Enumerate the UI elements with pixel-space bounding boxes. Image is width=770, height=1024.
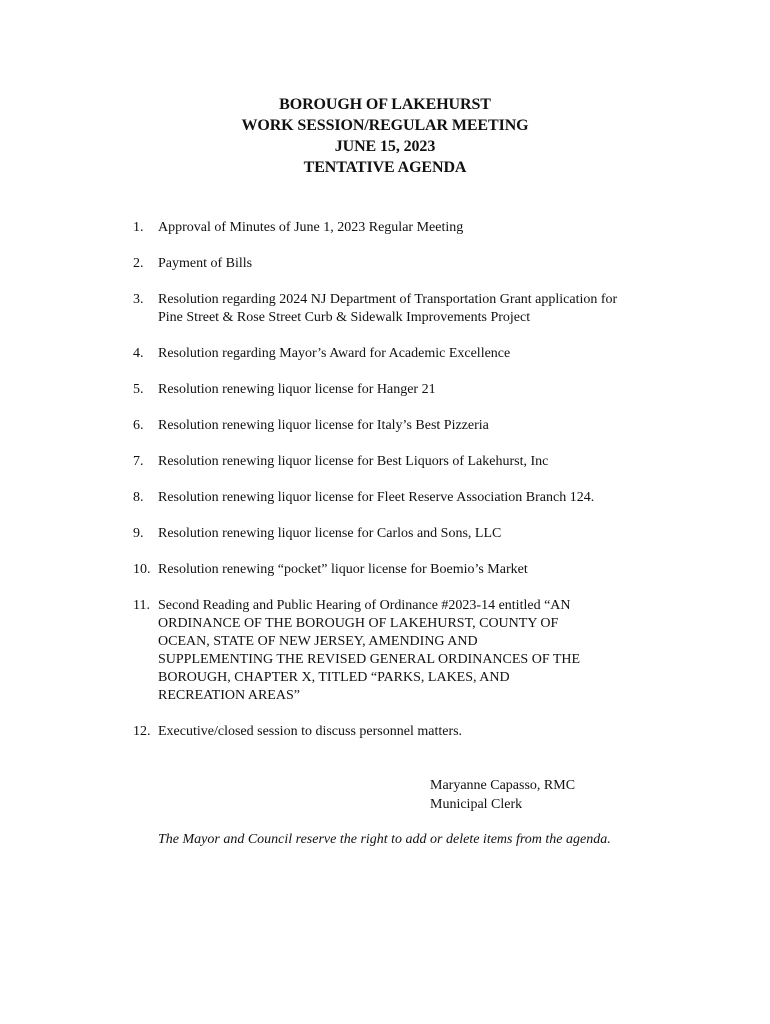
agenda-item-text: Payment of Bills	[158, 256, 253, 271]
agenda-item	[133, 723, 673, 741]
clerk-name: Maryanne Capasso, RMC	[430, 778, 576, 793]
agenda-item	[133, 381, 673, 399]
agenda-item-number: 2.	[133, 256, 144, 271]
signature-block	[430, 776, 575, 814]
agenda-item-text: Resolution renewing liquor license for Fleet Reserve Association Branch 124.	[158, 490, 595, 505]
document-header	[0, 94, 770, 178]
agenda-item-number: 9.	[133, 526, 144, 541]
agenda-item-number: 8.	[133, 490, 144, 505]
agenda-title: TENTATIVE AGENDA	[303, 159, 467, 176]
agenda-item	[133, 597, 673, 705]
agenda-item-text: Second Reading and Public Hearing of Ordinance #2023-14 entitled “AN ORDINANCE OF THE BOROUGH OF LAKEHURST, COUNTY OF OCEAN, STATE OF NEW JERSEY, AMENDING AND SUPPLEMENTING THE REVISED GENERAL ORDINANCES OF THE BOROUGH, CHAPTER X, TITLED “PARKS, LAKES, AND RECREATION AREAS”	[158, 598, 581, 703]
agenda-item	[133, 291, 673, 327]
agenda-item	[133, 417, 673, 435]
agenda-item-text: Approval of Minutes of June 1, 2023 Regular Meeting	[158, 220, 464, 235]
agenda-item-text: Resolution renewing liquor license for Best Liquors of Lakehurst, Inc	[158, 454, 549, 469]
agenda-item-text: Executive/closed session to discuss personnel matters.	[158, 724, 463, 739]
agenda-item-number: 10.	[133, 562, 151, 577]
agenda-item	[133, 219, 673, 237]
agenda-item-text: Resolution regarding 2024 NJ Department of Transportation Grant application for Pine Street & Rose Street Curb & Sidewalk Improvements Project	[158, 292, 618, 325]
agenda-item-number: 11.	[133, 598, 150, 613]
agenda-item-number: 1.	[133, 220, 144, 235]
agenda-item-text: Resolution renewing liquor license for Carlos and Sons, LLC	[158, 526, 502, 541]
agenda-item-number: 4.	[133, 346, 144, 361]
agenda-item-text: Resolution renewing liquor license for Italy’s Best Pizzeria	[158, 418, 489, 433]
agenda-list	[133, 219, 673, 759]
agenda-item-number: 12.	[133, 724, 151, 739]
clerk-title: Municipal Clerk	[430, 797, 523, 812]
borough-name: BOROUGH OF LAKEHURST	[279, 96, 491, 113]
agenda-item	[133, 525, 673, 543]
agenda-item-text: Resolution renewing liquor license for Hanger 21	[158, 382, 436, 397]
agenda-item-text: Resolution renewing “pocket” liquor license for Boemio’s Market	[158, 562, 528, 577]
agenda-item-text: Resolution regarding Mayor’s Award for Academic Excellence	[158, 346, 511, 361]
agenda-item-number: 7.	[133, 454, 144, 469]
meeting-type: WORK SESSION/REGULAR MEETING	[241, 117, 529, 134]
agenda-item	[133, 489, 673, 507]
footer-note: The Mayor and Council reserve the right to add or delete items from the agenda.	[158, 832, 611, 847]
agenda-item	[133, 255, 673, 273]
agenda-item-number: 5.	[133, 382, 144, 397]
meeting-date: JUNE 15, 2023	[334, 138, 436, 155]
agenda-item	[133, 453, 673, 471]
agenda-item-number: 6.	[133, 418, 144, 433]
agenda-item	[133, 345, 673, 363]
agenda-item	[133, 561, 673, 579]
agenda-item-number: 3.	[133, 292, 144, 307]
